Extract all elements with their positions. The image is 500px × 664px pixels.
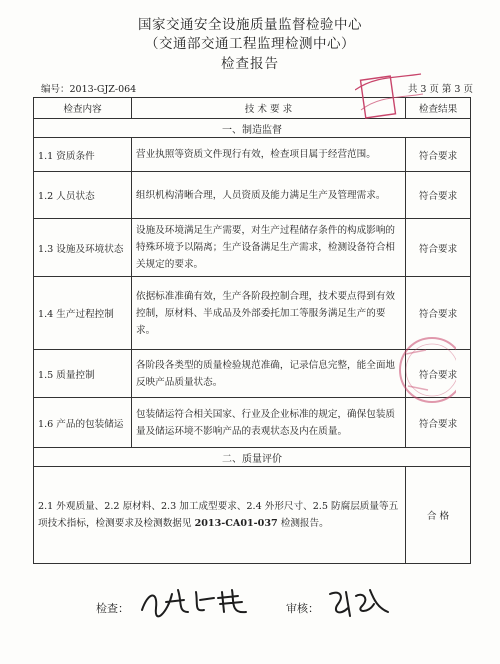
reviewer-label: 审核： <box>286 602 319 615</box>
col-header-result: 检查结果 <box>406 98 471 119</box>
requirement-text: 设施及环境满足生产需要，对生产过程储存条件的构成影响的特殊环境予以隔离；生产设备满足生产需求，检测设备符合相关规定的要求。 <box>132 219 406 277</box>
summary-row <box>34 467 471 564</box>
table-row <box>34 219 471 277</box>
requirement-text: 各阶段各类型的质量检验规范准确，记录信息完整，能全面地反映产品质量状态。 <box>132 350 406 398</box>
reviewer-signature <box>326 582 396 622</box>
item-name: 1.6 产品的包装储运 <box>34 398 132 448</box>
page-count: 共 3 页 第 3 页 <box>407 84 473 95</box>
result-cell: 符合要求 <box>406 138 471 172</box>
report-number: 编号：2013-GJZ-064 <box>41 84 137 95</box>
requirement-text: 组织机构清晰合理，人员资质及能力满足生产及管理需求。 <box>132 172 406 219</box>
report-title: 检查报告 <box>221 56 279 72</box>
org-title: 国家交通安全设施质量监督检验中心 <box>138 17 362 33</box>
item-name: 1.3 设施及环境状态 <box>34 219 132 277</box>
approval-stamp <box>355 72 425 120</box>
section-title: 一、制造监督 <box>34 119 471 138</box>
requirement-text: 包装储运符合相关国家、行业及企业标准的规定，确保包装质量及储运环境不影响产品的表观状态及内在质量。 <box>132 398 406 448</box>
item-name: 1.2 人员状态 <box>34 172 132 219</box>
item-name: 1.1 资质条件 <box>34 138 132 172</box>
item-name: 1.5 质量控制 <box>34 350 132 398</box>
result-cell: 符合要求 <box>406 277 471 350</box>
requirement-text: 依据标准准确有效，生产各阶段控制合理，技术要点得到有效控制，原材料、半成品及外部委托加工等服务满足生产的要求。 <box>132 277 406 350</box>
table-row <box>34 172 471 219</box>
item-name: 1.4 生产过程控制 <box>34 277 132 350</box>
col-header-item: 检查内容 <box>34 98 132 119</box>
result-cell: 符合要求 <box>406 398 471 448</box>
summary-text: 2.1 外观质量、2.2 原材料、2.3 加工成型要求、2.4 外形尺寸、2.5 防腐层质量等五项技术指标，检测要求及检测数据见 2013-CA01-037 检测报告。 <box>34 467 406 564</box>
inspector-label: 检查： <box>96 602 129 615</box>
requirement-text: 营业执照等资质文件现行有效，检查项目属于经营范围。 <box>132 138 406 172</box>
col-header-requirement: 技 术 要 求 <box>132 98 406 119</box>
summary-result: 合 格 <box>406 467 471 564</box>
inspector-signature <box>138 582 258 622</box>
section-row <box>34 448 471 467</box>
official-seal <box>396 330 456 410</box>
org-subtitle: （交通部交通工程监理检测中心） <box>145 36 355 52</box>
report-ref: 2013-CA01-037 <box>194 518 278 529</box>
result-cell: 符合要求 <box>406 350 471 398</box>
result-cell: 符合要求 <box>406 219 471 277</box>
result-cell: 符合要求 <box>406 172 471 219</box>
table-row <box>34 138 471 172</box>
section-title: 二、质量评价 <box>34 448 471 467</box>
section-row <box>34 119 471 138</box>
